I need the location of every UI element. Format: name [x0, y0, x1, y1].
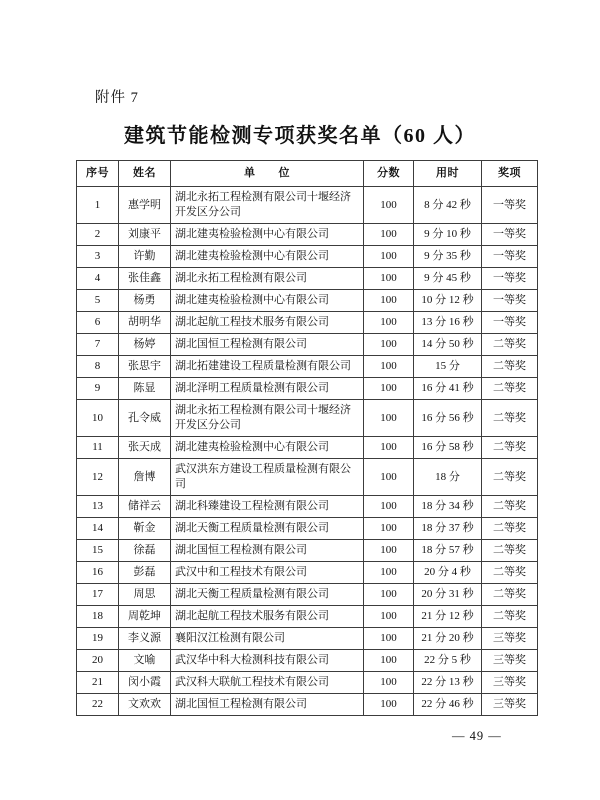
- cell-unit: 湖北起航工程技术服务有限公司: [171, 312, 364, 334]
- table-row: [77, 694, 538, 716]
- cell-time: 10 分 12 秒: [414, 290, 482, 312]
- table-row: [77, 268, 538, 290]
- table-row: [77, 496, 538, 518]
- cell-unit: 武汉华中科大检测科技有限公司: [171, 650, 364, 672]
- cell-name: 张思宇: [119, 356, 171, 378]
- cell-name: 文喻: [119, 650, 171, 672]
- table-row: [77, 378, 538, 400]
- cell-unit: 湖北永拓工程检测有限公司十堰经济开发区分公司: [171, 400, 364, 437]
- cell-award: 一等奖: [482, 187, 538, 224]
- cell-name: 徐磊: [119, 540, 171, 562]
- cell-award: 三等奖: [482, 650, 538, 672]
- table-row: [77, 312, 538, 334]
- table-row: [77, 540, 538, 562]
- cell-unit: 湖北国恒工程检测有限公司: [171, 540, 364, 562]
- cell-name: 詹博: [119, 459, 171, 496]
- cell-name: 周乾坤: [119, 606, 171, 628]
- cell-score: 100: [364, 437, 414, 459]
- cell-name: 陈显: [119, 378, 171, 400]
- cell-no: 1: [77, 187, 119, 224]
- cell-award: 二等奖: [482, 606, 538, 628]
- column-header: 奖项: [482, 161, 538, 187]
- cell-award: 一等奖: [482, 246, 538, 268]
- cell-award: 二等奖: [482, 540, 538, 562]
- cell-score: 100: [364, 628, 414, 650]
- cell-no: 5: [77, 290, 119, 312]
- table-row: [77, 672, 538, 694]
- table-row: [77, 628, 538, 650]
- cell-score: 100: [364, 268, 414, 290]
- cell-unit: 湖北建夷检验检测中心有限公司: [171, 437, 364, 459]
- cell-time: 18 分 34 秒: [414, 496, 482, 518]
- cell-unit: 湖北建夷检验检测中心有限公司: [171, 224, 364, 246]
- cell-time: 16 分 56 秒: [414, 400, 482, 437]
- cell-score: 100: [364, 187, 414, 224]
- cell-no: 9: [77, 378, 119, 400]
- cell-no: 21: [77, 672, 119, 694]
- cell-award: 一等奖: [482, 224, 538, 246]
- cell-time: 15 分: [414, 356, 482, 378]
- cell-name: 闵小霞: [119, 672, 171, 694]
- award-table-body: [77, 187, 538, 716]
- cell-unit: 湖北天衡工程质量检测有限公司: [171, 584, 364, 606]
- page-number: — 49 —: [452, 729, 502, 743]
- cell-award: 二等奖: [482, 518, 538, 540]
- cell-unit: 湖北国恒工程检测有限公司: [171, 334, 364, 356]
- cell-name: 孔令威: [119, 400, 171, 437]
- cell-name: 杨婷: [119, 334, 171, 356]
- cell-award: 二等奖: [482, 496, 538, 518]
- cell-no: 20: [77, 650, 119, 672]
- cell-award: 二等奖: [482, 584, 538, 606]
- cell-no: 14: [77, 518, 119, 540]
- cell-unit: 湖北永拓工程检测有限公司十堰经济开发区分公司: [171, 187, 364, 224]
- cell-name: 许勤: [119, 246, 171, 268]
- cell-no: 19: [77, 628, 119, 650]
- cell-award: 一等奖: [482, 312, 538, 334]
- cell-time: 9 分 10 秒: [414, 224, 482, 246]
- table-row: [77, 187, 538, 224]
- cell-score: 100: [364, 584, 414, 606]
- cell-score: 100: [364, 496, 414, 518]
- cell-no: 13: [77, 496, 119, 518]
- cell-time: 13 分 16 秒: [414, 312, 482, 334]
- cell-score: 100: [364, 606, 414, 628]
- cell-name: 张佳鑫: [119, 268, 171, 290]
- table-row: [77, 518, 538, 540]
- cell-no: 22: [77, 694, 119, 716]
- cell-score: 100: [364, 518, 414, 540]
- cell-time: 9 分 35 秒: [414, 246, 482, 268]
- award-table: [76, 160, 538, 716]
- cell-award: 二等奖: [482, 562, 538, 584]
- column-header: 分数: [364, 161, 414, 187]
- cell-time: 16 分 58 秒: [414, 437, 482, 459]
- cell-time: 18 分: [414, 459, 482, 496]
- cell-time: 21 分 20 秒: [414, 628, 482, 650]
- cell-unit: 湖北拓建建设工程质量检测有限公司: [171, 356, 364, 378]
- cell-name: 彭磊: [119, 562, 171, 584]
- cell-award: 三等奖: [482, 672, 538, 694]
- cell-time: 9 分 45 秒: [414, 268, 482, 290]
- cell-name: 杨勇: [119, 290, 171, 312]
- cell-no: 17: [77, 584, 119, 606]
- cell-time: 18 分 57 秒: [414, 540, 482, 562]
- cell-no: 10: [77, 400, 119, 437]
- cell-no: 11: [77, 437, 119, 459]
- table-row: [77, 650, 538, 672]
- cell-no: 12: [77, 459, 119, 496]
- cell-score: 100: [364, 650, 414, 672]
- table-row: [77, 584, 538, 606]
- cell-name: 李义源: [119, 628, 171, 650]
- cell-no: 8: [77, 356, 119, 378]
- cell-unit: 湖北建夷检验检测中心有限公司: [171, 246, 364, 268]
- table-row: [77, 400, 538, 437]
- cell-score: 100: [364, 312, 414, 334]
- column-header: 姓名: [119, 161, 171, 187]
- cell-award: 二等奖: [482, 378, 538, 400]
- cell-unit: 湖北起航工程技术服务有限公司: [171, 606, 364, 628]
- cell-time: 22 分 13 秒: [414, 672, 482, 694]
- cell-award: 二等奖: [482, 437, 538, 459]
- cell-unit: 湖北永拓工程检测有限公司: [171, 268, 364, 290]
- cell-time: 20 分 4 秒: [414, 562, 482, 584]
- cell-no: 15: [77, 540, 119, 562]
- cell-no: 2: [77, 224, 119, 246]
- cell-unit: 武汉中和工程技术有限公司: [171, 562, 364, 584]
- cell-score: 100: [364, 672, 414, 694]
- cell-name: 惠学明: [119, 187, 171, 224]
- cell-award: 三等奖: [482, 694, 538, 716]
- cell-score: 100: [364, 290, 414, 312]
- cell-name: 胡明华: [119, 312, 171, 334]
- cell-award: 一等奖: [482, 268, 538, 290]
- table-row: [77, 290, 538, 312]
- cell-name: 刘康平: [119, 224, 171, 246]
- cell-time: 16 分 41 秒: [414, 378, 482, 400]
- cell-award: 二等奖: [482, 334, 538, 356]
- cell-time: 18 分 37 秒: [414, 518, 482, 540]
- cell-score: 100: [364, 356, 414, 378]
- table-row: [77, 334, 538, 356]
- cell-time: 20 分 31 秒: [414, 584, 482, 606]
- table-row: [77, 224, 538, 246]
- cell-unit: 襄阳汉江检测有限公司: [171, 628, 364, 650]
- cell-time: 14 分 50 秒: [414, 334, 482, 356]
- attachment-label: 附件 7: [95, 90, 139, 106]
- cell-time: 8 分 42 秒: [414, 187, 482, 224]
- cell-score: 100: [364, 334, 414, 356]
- table-row: [77, 356, 538, 378]
- table-row: [77, 562, 538, 584]
- cell-unit: 湖北建夷检验检测中心有限公司: [171, 290, 364, 312]
- cell-award: 一等奖: [482, 290, 538, 312]
- cell-score: 100: [364, 224, 414, 246]
- cell-no: 6: [77, 312, 119, 334]
- cell-no: 7: [77, 334, 119, 356]
- cell-name: 周思: [119, 584, 171, 606]
- cell-award: 二等奖: [482, 400, 538, 437]
- cell-no: 3: [77, 246, 119, 268]
- column-header: 序号: [77, 161, 119, 187]
- column-header: 用时: [414, 161, 482, 187]
- cell-time: 22 分 46 秒: [414, 694, 482, 716]
- cell-unit: 武汉科大联航工程技术有限公司: [171, 672, 364, 694]
- cell-score: 100: [364, 459, 414, 496]
- cell-award: 二等奖: [482, 459, 538, 496]
- table-row: [77, 437, 538, 459]
- cell-unit: 湖北天衡工程质量检测有限公司: [171, 518, 364, 540]
- cell-no: 18: [77, 606, 119, 628]
- cell-unit: 湖北泽明工程质量检测有限公司: [171, 378, 364, 400]
- cell-name: 靳金: [119, 518, 171, 540]
- table-row: [77, 606, 538, 628]
- table-row: [77, 459, 538, 496]
- cell-name: 张天成: [119, 437, 171, 459]
- cell-name: 储祥云: [119, 496, 171, 518]
- cell-score: 100: [364, 540, 414, 562]
- cell-no: 4: [77, 268, 119, 290]
- cell-score: 100: [364, 562, 414, 584]
- table-row: [77, 246, 538, 268]
- cell-unit: 湖北国恒工程检测有限公司: [171, 694, 364, 716]
- column-header: 单 位: [171, 161, 364, 187]
- cell-score: 100: [364, 400, 414, 437]
- cell-score: 100: [364, 694, 414, 716]
- cell-award: 三等奖: [482, 628, 538, 650]
- page-title: 建筑节能检测专项获奖名单（60 人）: [124, 125, 476, 147]
- cell-unit: 武汉洪东方建设工程质量检测有限公司: [171, 459, 364, 496]
- cell-score: 100: [364, 378, 414, 400]
- cell-score: 100: [364, 246, 414, 268]
- cell-time: 21 分 12 秒: [414, 606, 482, 628]
- cell-time: 22 分 5 秒: [414, 650, 482, 672]
- cell-name: 文欢欢: [119, 694, 171, 716]
- cell-unit: 湖北科臻建设工程检测有限公司: [171, 496, 364, 518]
- cell-award: 二等奖: [482, 356, 538, 378]
- cell-no: 16: [77, 562, 119, 584]
- table-header-row: [77, 161, 538, 187]
